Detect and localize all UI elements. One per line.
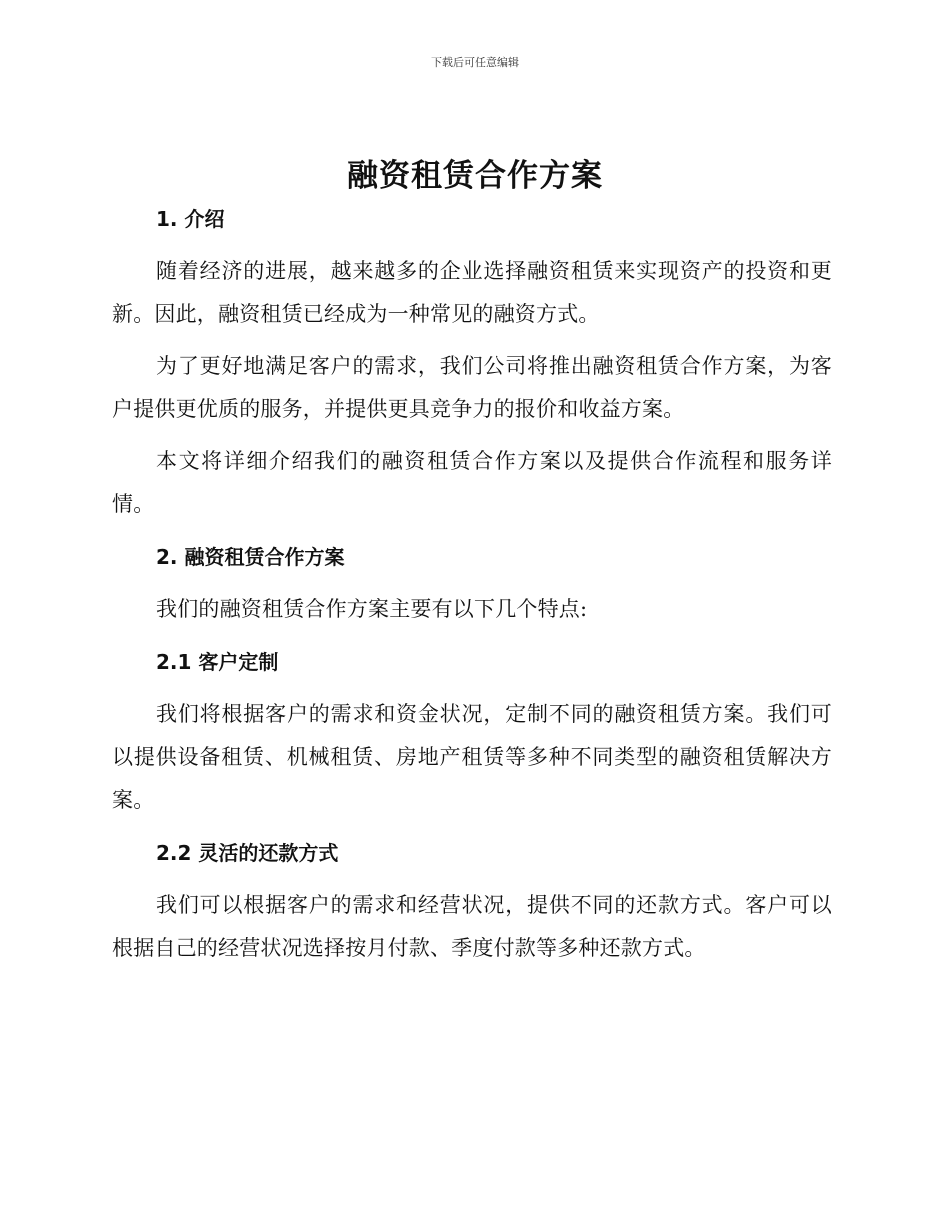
section-heading-custom: 2.1 客户定制 (156, 650, 279, 674)
document-body (112, 200, 832, 970)
repayment-paragraph: 我们可以根据客户的需求和经营状况，提供不同的还款方式。客户可以根据自己的经营状况选择按月付款、季度付款等多种还款方式。 (112, 893, 832, 960)
section-heading-repayment: 2.2 灵活的还款方式 (156, 841, 339, 865)
intro-paragraph-1: 随着经济的进展，越来越多的企业选择融资租赁来实现资产的投资和更新。因此，融资租赁已经成为一种常见的融资方式。 (112, 259, 832, 326)
section-heading-plan: 2. 融资租赁合作方案 (156, 545, 345, 569)
page-header: 下载后可任意编辑 (431, 56, 519, 69)
section-heading-intro: 1. 介绍 (156, 207, 225, 231)
intro-paragraph-2: 为了更好地满足客户的需求，我们公司将推出融资租赁合作方案，为客户提供更优质的服务，并提供更具竞争力的报价和收益方案。 (112, 354, 832, 421)
custom-paragraph: 我们将根据客户的需求和资金状况，定制不同的融资租赁方案。我们可以提供设备租赁、机械租赁、房地产租赁等多种不同类型的融资租赁解决方案。 (112, 702, 832, 812)
intro-paragraph-3: 本文将详细介绍我们的融资租赁合作方案以及提供合作流程和服务详情。 (112, 449, 832, 516)
plan-paragraph: 我们的融资租赁合作方案主要有以下几个特点: (156, 597, 588, 621)
document-title: 融资租赁合作方案 (347, 158, 603, 194)
